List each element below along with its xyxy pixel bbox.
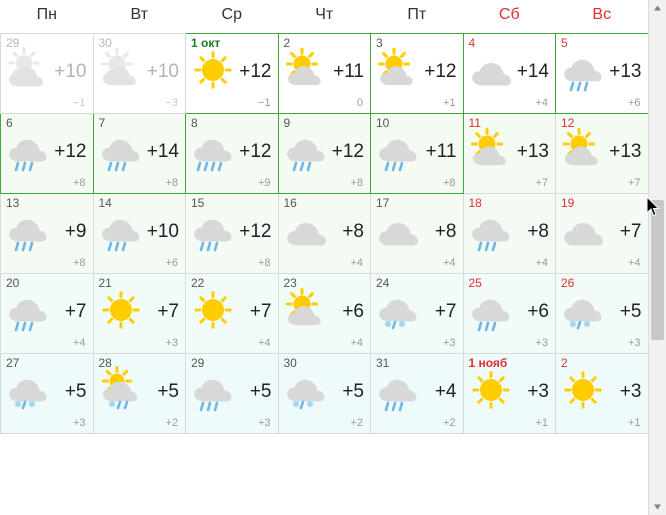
day-cell-body bbox=[186, 128, 278, 193]
day-number: 1 окт bbox=[191, 36, 221, 50]
day-number: 4 bbox=[468, 36, 476, 50]
sun-cloud-icon bbox=[283, 290, 329, 330]
day-number: 12 bbox=[561, 116, 575, 130]
day-cell[interactable] bbox=[556, 354, 649, 434]
temp-min: +2 bbox=[442, 417, 456, 429]
day-number: 31 bbox=[376, 356, 390, 370]
temp-max: +7 bbox=[157, 301, 179, 322]
temp-max: +12 bbox=[239, 221, 272, 242]
day-number: 15 bbox=[191, 196, 205, 210]
temp-min: +3 bbox=[165, 337, 178, 349]
temp-min: +8 bbox=[442, 177, 456, 189]
weekday-header-1: Вт bbox=[93, 0, 186, 34]
temp-max: +6 bbox=[527, 301, 549, 322]
day-number: 8 bbox=[191, 116, 198, 130]
temp-min: +8 bbox=[257, 257, 271, 269]
weekday-header-0: Пн bbox=[1, 0, 94, 34]
day-number: 14 bbox=[98, 196, 112, 210]
day-number: 7 bbox=[98, 116, 106, 130]
day-cell[interactable] bbox=[278, 354, 371, 434]
day-cell[interactable] bbox=[186, 34, 279, 114]
day-cell-body bbox=[371, 48, 463, 113]
temp-min: +4 bbox=[350, 337, 363, 349]
day-number: 13 bbox=[6, 196, 20, 210]
temp-max: +8 bbox=[342, 221, 364, 242]
weekday-header-6: Вс bbox=[556, 0, 649, 34]
temp-min: −1 bbox=[72, 97, 86, 109]
day-number: 19 bbox=[561, 196, 575, 210]
temp-min: +7 bbox=[535, 177, 548, 189]
sun-cloud-icon bbox=[468, 130, 514, 170]
rain-icon bbox=[468, 290, 514, 330]
calendar-week-row bbox=[1, 354, 649, 434]
rain-icon bbox=[98, 210, 144, 250]
rain-icon bbox=[468, 210, 514, 250]
day-cell-body bbox=[186, 368, 278, 433]
weekday-header-row bbox=[1, 0, 649, 34]
sun-icon bbox=[190, 50, 236, 90]
temp-max: +13 bbox=[609, 141, 642, 162]
day-cell-body bbox=[279, 128, 371, 193]
day-cell-body bbox=[94, 48, 186, 113]
sun-icon bbox=[468, 370, 514, 410]
temp-max: +9 bbox=[64, 221, 87, 242]
day-cell[interactable] bbox=[93, 274, 186, 354]
day-cell[interactable] bbox=[278, 274, 371, 354]
day-cell[interactable] bbox=[186, 114, 279, 194]
weekday-header-2: Ср bbox=[186, 0, 279, 34]
temp-max: +7 bbox=[249, 301, 272, 322]
temp-min: +1 bbox=[442, 97, 456, 109]
day-cell-body bbox=[279, 208, 371, 273]
temp-max: +8 bbox=[527, 221, 549, 242]
day-cell-body bbox=[371, 128, 463, 193]
day-cell-body bbox=[186, 208, 278, 273]
day-number: 21 bbox=[98, 276, 112, 290]
temp-max: +5 bbox=[249, 381, 272, 402]
snow-icon bbox=[560, 290, 606, 330]
partly-cloudy-icon bbox=[5, 50, 51, 90]
rain-icon bbox=[5, 130, 51, 170]
day-number: 16 bbox=[283, 196, 297, 210]
temp-min: +3 bbox=[442, 337, 456, 349]
temp-max: +7 bbox=[619, 221, 642, 242]
calendar-week-row bbox=[1, 34, 649, 114]
temp-min: +3 bbox=[72, 417, 86, 429]
day-cell[interactable] bbox=[1, 354, 94, 434]
day-number: 6 bbox=[6, 116, 13, 130]
temp-min: +4 bbox=[257, 337, 271, 349]
day-cell-body bbox=[279, 288, 371, 353]
day-number: 24 bbox=[376, 276, 390, 290]
temp-max: +12 bbox=[54, 141, 87, 162]
day-cell[interactable] bbox=[463, 34, 556, 114]
sun-cloud-snow-icon bbox=[98, 370, 144, 410]
page-scrollbar[interactable] bbox=[648, 0, 666, 515]
day-cell-body bbox=[464, 368, 556, 433]
day-cell[interactable] bbox=[556, 34, 649, 114]
day-cell[interactable] bbox=[1, 274, 94, 354]
day-cell[interactable] bbox=[371, 194, 464, 274]
day-cell[interactable] bbox=[93, 194, 186, 274]
sun-cloud-icon bbox=[375, 50, 421, 90]
day-cell-body bbox=[556, 208, 648, 273]
temp-min: +1 bbox=[627, 417, 641, 429]
temp-max: +6 bbox=[342, 301, 364, 322]
rain-icon bbox=[560, 50, 606, 90]
rain-icon bbox=[375, 130, 421, 170]
day-cell[interactable] bbox=[463, 114, 556, 194]
day-cell[interactable] bbox=[93, 114, 186, 194]
temp-max: +3 bbox=[619, 381, 642, 402]
temp-min: +3 bbox=[257, 417, 271, 429]
temp-min: +8 bbox=[72, 177, 86, 189]
day-cell[interactable] bbox=[463, 274, 556, 354]
sun-cloud-icon bbox=[283, 50, 329, 90]
day-number: 29 bbox=[191, 356, 205, 370]
temp-min: +8 bbox=[72, 257, 86, 269]
temp-min: +6 bbox=[165, 257, 178, 269]
day-cell[interactable] bbox=[463, 194, 556, 274]
temp-min: +6 bbox=[627, 97, 641, 109]
temp-max: +12 bbox=[239, 61, 272, 82]
day-cell-body bbox=[556, 128, 648, 193]
day-cell-body bbox=[464, 288, 556, 353]
day-cell[interactable] bbox=[93, 34, 186, 114]
rain-icon bbox=[190, 210, 236, 250]
day-cell-body bbox=[279, 48, 371, 113]
temp-min: +2 bbox=[165, 417, 178, 429]
day-cell-body bbox=[464, 208, 556, 273]
day-cell-body bbox=[94, 288, 186, 353]
day-number: 26 bbox=[561, 276, 575, 290]
temp-max: +8 bbox=[434, 221, 457, 242]
day-cell-body bbox=[556, 288, 648, 353]
weekday-header-4: Пт bbox=[371, 0, 464, 34]
temp-max: +5 bbox=[64, 381, 87, 402]
temp-min: +2 bbox=[350, 417, 363, 429]
snow-icon bbox=[5, 370, 51, 410]
day-cell[interactable] bbox=[1, 34, 94, 114]
temp-max: +7 bbox=[434, 301, 457, 322]
sun-cloud-icon bbox=[560, 130, 606, 170]
day-number: 28 bbox=[98, 356, 112, 370]
day-cell-body bbox=[1, 208, 93, 273]
day-cell[interactable] bbox=[278, 194, 371, 274]
temp-max: +12 bbox=[424, 61, 457, 82]
day-cell-body bbox=[1, 368, 93, 433]
day-number: 20 bbox=[6, 276, 20, 290]
day-cell[interactable] bbox=[186, 194, 279, 274]
day-cell-body bbox=[1, 48, 93, 113]
temp-max: +13 bbox=[516, 141, 549, 162]
temp-max: +10 bbox=[146, 61, 179, 82]
temp-min: +3 bbox=[535, 337, 548, 349]
temp-min: +7 bbox=[627, 177, 641, 189]
temp-max: +7 bbox=[64, 301, 87, 322]
day-number: 29 bbox=[6, 36, 20, 50]
scroll-up-arrow-icon[interactable] bbox=[649, 0, 666, 17]
temp-min: +4 bbox=[442, 257, 456, 269]
temp-min: +4 bbox=[535, 257, 548, 269]
rain-icon bbox=[375, 370, 421, 410]
day-number: 11 bbox=[468, 116, 481, 130]
scroll-down-arrow-icon[interactable] bbox=[649, 498, 666, 515]
temp-min: −3 bbox=[165, 97, 178, 109]
day-cell[interactable] bbox=[278, 34, 371, 114]
day-number: 18 bbox=[468, 196, 482, 210]
weekday-header-3: Чт bbox=[278, 0, 371, 34]
day-number: 1 нояб bbox=[468, 356, 508, 370]
cloud-icon bbox=[468, 50, 514, 90]
day-cell[interactable] bbox=[1, 194, 94, 274]
calendar-week-row bbox=[1, 274, 649, 354]
calendar-header bbox=[1, 0, 649, 34]
day-number: 22 bbox=[191, 276, 205, 290]
temp-max: +14 bbox=[516, 61, 549, 82]
day-cell[interactable] bbox=[186, 354, 279, 434]
snow-icon bbox=[375, 290, 421, 330]
day-number: 5 bbox=[561, 36, 568, 50]
cloud-icon bbox=[283, 210, 329, 250]
temp-max: +5 bbox=[342, 381, 364, 402]
temp-max: +4 bbox=[434, 381, 457, 402]
temp-min: +4 bbox=[627, 257, 641, 269]
day-number: 23 bbox=[283, 276, 297, 290]
sun-icon bbox=[190, 290, 236, 330]
sun-cloud-icon bbox=[98, 50, 144, 90]
day-cell-body bbox=[371, 288, 463, 353]
temp-max: +10 bbox=[146, 221, 179, 242]
day-cell-body bbox=[186, 288, 278, 353]
temp-max: +11 bbox=[425, 141, 457, 162]
day-number: 17 bbox=[376, 196, 390, 210]
day-cell-body bbox=[279, 368, 371, 433]
calendar-body bbox=[1, 34, 649, 434]
temp-min: +3 bbox=[627, 337, 641, 349]
day-cell-body bbox=[371, 208, 463, 273]
day-cell-body bbox=[556, 368, 648, 433]
rain-icon bbox=[5, 290, 51, 330]
day-cell[interactable] bbox=[93, 354, 186, 434]
day-cell-body bbox=[186, 48, 278, 113]
day-cell[interactable] bbox=[1, 114, 94, 194]
day-cell[interactable] bbox=[556, 194, 649, 274]
day-cell-body bbox=[94, 208, 186, 273]
temp-max: +3 bbox=[527, 381, 549, 402]
temp-max: +12 bbox=[331, 141, 364, 162]
day-cell[interactable] bbox=[556, 114, 649, 194]
rain-icon bbox=[283, 130, 329, 170]
day-cell-body bbox=[1, 128, 93, 193]
sun-icon bbox=[560, 370, 606, 410]
day-cell[interactable] bbox=[371, 114, 464, 194]
day-number: 30 bbox=[283, 356, 297, 370]
day-number: 2 bbox=[561, 356, 568, 370]
temp-max: +14 bbox=[146, 141, 179, 162]
temp-min: 0 bbox=[356, 97, 363, 109]
temp-min: +1 bbox=[535, 417, 548, 429]
day-cell[interactable] bbox=[371, 274, 464, 354]
day-cell[interactable] bbox=[556, 274, 649, 354]
day-cell-body bbox=[94, 368, 186, 433]
rain-icon bbox=[5, 210, 51, 250]
temp-min: +4 bbox=[350, 257, 363, 269]
snow-icon bbox=[283, 370, 329, 410]
day-cell-body bbox=[1, 288, 93, 353]
day-number: 30 bbox=[98, 36, 112, 50]
day-number: 9 bbox=[283, 116, 291, 130]
day-cell[interactable] bbox=[371, 34, 464, 114]
temp-max: +12 bbox=[239, 141, 272, 162]
cloud-icon bbox=[375, 210, 421, 250]
temp-min: +9 bbox=[257, 177, 271, 189]
temp-max: +5 bbox=[157, 381, 179, 402]
temp-max: +13 bbox=[609, 61, 642, 82]
day-cell[interactable] bbox=[463, 354, 556, 434]
day-number: 25 bbox=[468, 276, 482, 290]
calendar-week-row bbox=[1, 194, 649, 274]
day-cell-body bbox=[464, 128, 556, 193]
temp-min: −1 bbox=[257, 97, 271, 109]
rain-icon bbox=[190, 370, 236, 410]
temp-min: +4 bbox=[535, 97, 548, 109]
day-number: 2 bbox=[283, 36, 291, 50]
rain-heavy-icon bbox=[190, 130, 236, 170]
day-cell-body bbox=[556, 48, 648, 113]
day-cell[interactable] bbox=[278, 114, 371, 194]
day-cell-body bbox=[94, 128, 186, 193]
temp-max: +5 bbox=[619, 301, 642, 322]
day-cell[interactable] bbox=[186, 274, 279, 354]
temp-min: +8 bbox=[165, 177, 178, 189]
rain-icon bbox=[98, 130, 144, 170]
temp-max: +11 bbox=[333, 61, 364, 82]
temp-min: +4 bbox=[72, 337, 86, 349]
day-cell-body bbox=[371, 368, 463, 433]
temp-max: +10 bbox=[54, 61, 87, 82]
day-cell[interactable] bbox=[371, 354, 464, 434]
day-cell-body bbox=[464, 48, 556, 113]
sun-icon bbox=[98, 290, 144, 330]
temp-min: +8 bbox=[350, 177, 363, 189]
scrollbar-thumb[interactable] bbox=[651, 200, 664, 340]
calendar-week-row bbox=[1, 114, 649, 194]
day-number: 3 bbox=[376, 36, 383, 50]
weekday-header-5: Сб bbox=[463, 0, 556, 34]
day-number: 10 bbox=[376, 116, 390, 130]
day-number: 27 bbox=[6, 356, 20, 370]
cloud-icon bbox=[560, 210, 606, 250]
